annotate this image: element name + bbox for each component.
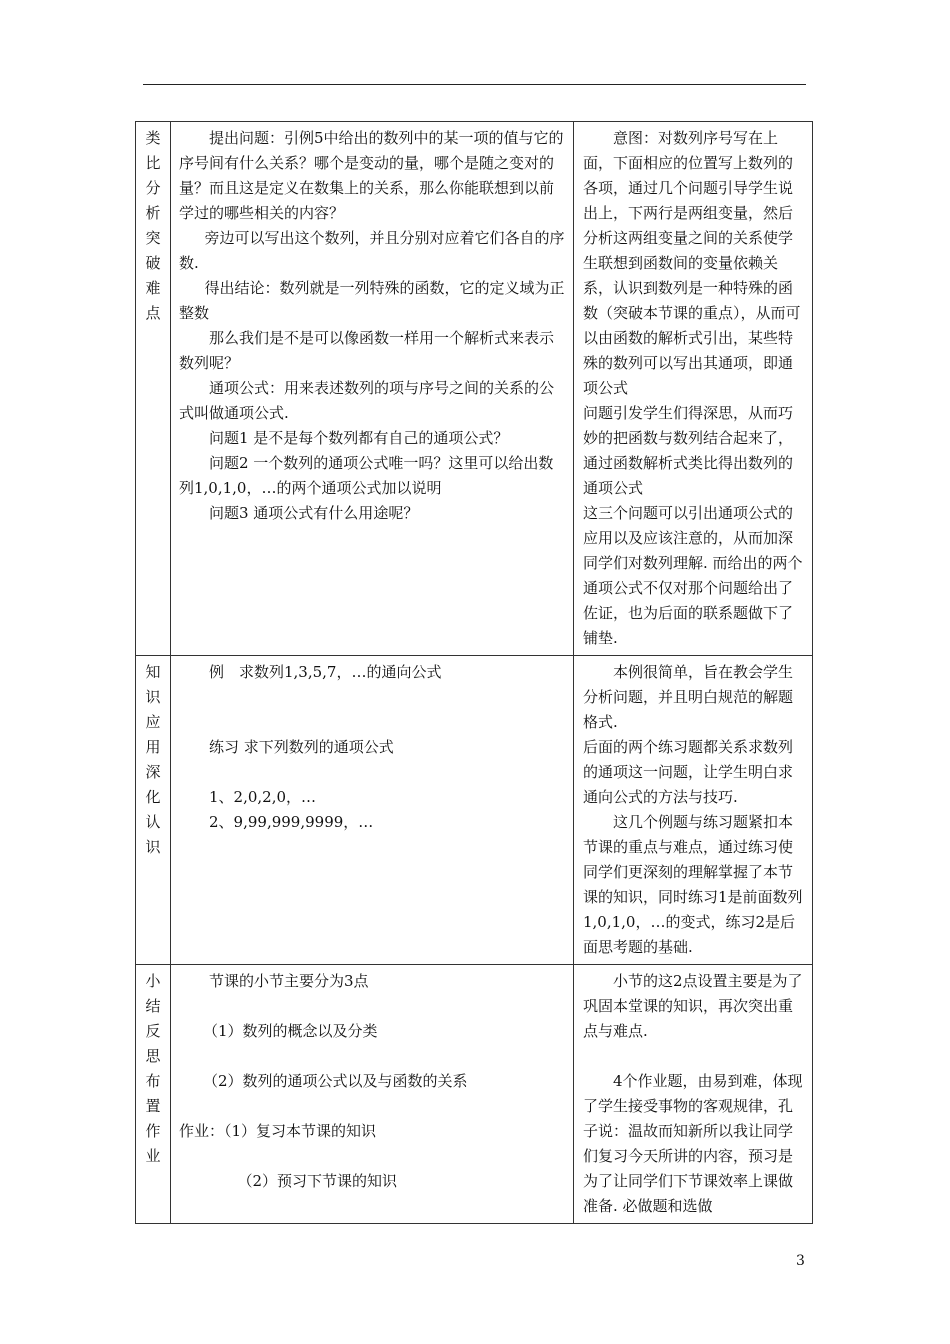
question-paragraph: 提出问题：引例5中给出的数列中的某一项的值与它的序号间有什么关系？哪个是变动的量，哪个是随之变对的量？而且这是定义在数集上的关系，那么你能联想到以前学过的哪些相关的内容？ (179, 129, 564, 222)
lesson-plan-table (135, 121, 813, 1224)
row-label-analogy: 类 比 分 析 突 破 难 点 (136, 122, 171, 656)
intent-paragraph: 这三个问题可以引出通项公式的应用以及应该注意的，从而加深同学们对数列理解. 而给出的两个通项公式不仅对那个问题给出了佐证，也为后面的联系题做下了铺垫. (583, 504, 803, 647)
intent-paragraph: 本例很简单，旨在教会学生分析问题，并且明白规范的解题格式. (583, 663, 794, 731)
intent-paragraph: 问题引发学生们得深思，从而巧妙的把函数与数列结合起来了，通过函数解析式类比得出数列的通项公式 (583, 404, 794, 497)
paragraph: 那么我们是不是可以像函数一样用一个解析式来表示数列呢？ (179, 329, 555, 372)
intent-cell (574, 122, 813, 656)
teaching-content-cell (171, 656, 574, 965)
question-2: 问题2 一个数列的通项公式唯一吗？这里可以给出数列1,0,1,0，…的两个通项公式加以说明 (179, 454, 554, 497)
summary-point-1: （1）数列的概念以及分类 (203, 1022, 378, 1040)
intent-paragraph: 后面的两个练习题都关系求数列的通项这一问题，让学生明白求通向公式的方法与技巧. (583, 738, 794, 806)
table-row (136, 122, 813, 656)
row-label-application: 知 识 应 用 深 化 认 识 (136, 656, 171, 965)
teaching-content-cell (171, 122, 574, 656)
question-1: 问题1 是不是每个数列都有自己的通项公式？ (209, 429, 509, 447)
row-label-summary: 小 结 反 思 布 置 作 业 (136, 965, 171, 1224)
definition-paragraph: 通项公式：用来表述数列的项与序号之间的关系的公式叫做通项公式. (179, 379, 555, 422)
header-rule (143, 84, 806, 85)
summary-text: 节课的小节主要分为3点 (209, 972, 369, 990)
intent-cell (574, 656, 813, 965)
question-3: 问题3 通项公式有什么用途呢？ (209, 504, 419, 522)
conclusion-paragraph: 得出结论：数列就是一列特殊的函数，它的定义域为正整数 (179, 279, 565, 322)
intent-paragraph: 小节的这2点设置主要是为了巩固本堂课的知识，再次突出重点与难点. (583, 972, 803, 1040)
exercise-item-1: 1、2,0,2,0，… (209, 788, 317, 806)
example-text: 例 求数列1,3,5,7，…的通向公式 (209, 663, 442, 681)
exercise-item-2: 2、9,99,999,9999，… (209, 813, 374, 831)
exercise-text: 练习 求下列数列的通项公式 (209, 738, 394, 756)
summary-point-2: （2）数列的通项公式以及与函数的关系 (203, 1072, 468, 1090)
intent-paragraph: 4个作业题，由易到难，体现了学生接受事物的客观规律，孔子说：温故而知新所以我让同学们复习今天所讲的内容，预习是为了让同学们下节课效率上课做准备. 必做题和选做 (583, 1072, 803, 1215)
homework-2: （2）预习下节课的知识 (237, 1172, 398, 1190)
intent-paragraph: 意图：对数列序号写在上面，下面相应的位置写上数列的各项，通过几个问题引导学生说出上，下两行是两组变量，然后分析这两组变量之间的关系使学生联想到函数间的变量依赖关系，认识到数列是一种特殊的函数（突破本节课的重点），从而可以由函数的解析式引出，某些特殊的数列可以写出其通项，即通项公式 (583, 129, 801, 397)
page-number: 3 (796, 1253, 805, 1269)
intent-paragraph: 这几个例题与练习题紧扣本节课的重点与难点，通过练习使同学们更深刻的理解掌握了本节课的知识，同时练习1是前面数列1,0,1,0，…的变式，练习2是后面思考题的基础. (583, 813, 803, 956)
table-row (136, 656, 813, 965)
homework-1: 作业：（1）复习本节课的知识 (179, 1122, 377, 1140)
teaching-content-cell (171, 965, 574, 1224)
intent-cell (574, 965, 813, 1224)
table-row (136, 965, 813, 1224)
paragraph: 旁边可以写出这个数列，并且分别对应着它们各自的序数. (179, 229, 565, 272)
